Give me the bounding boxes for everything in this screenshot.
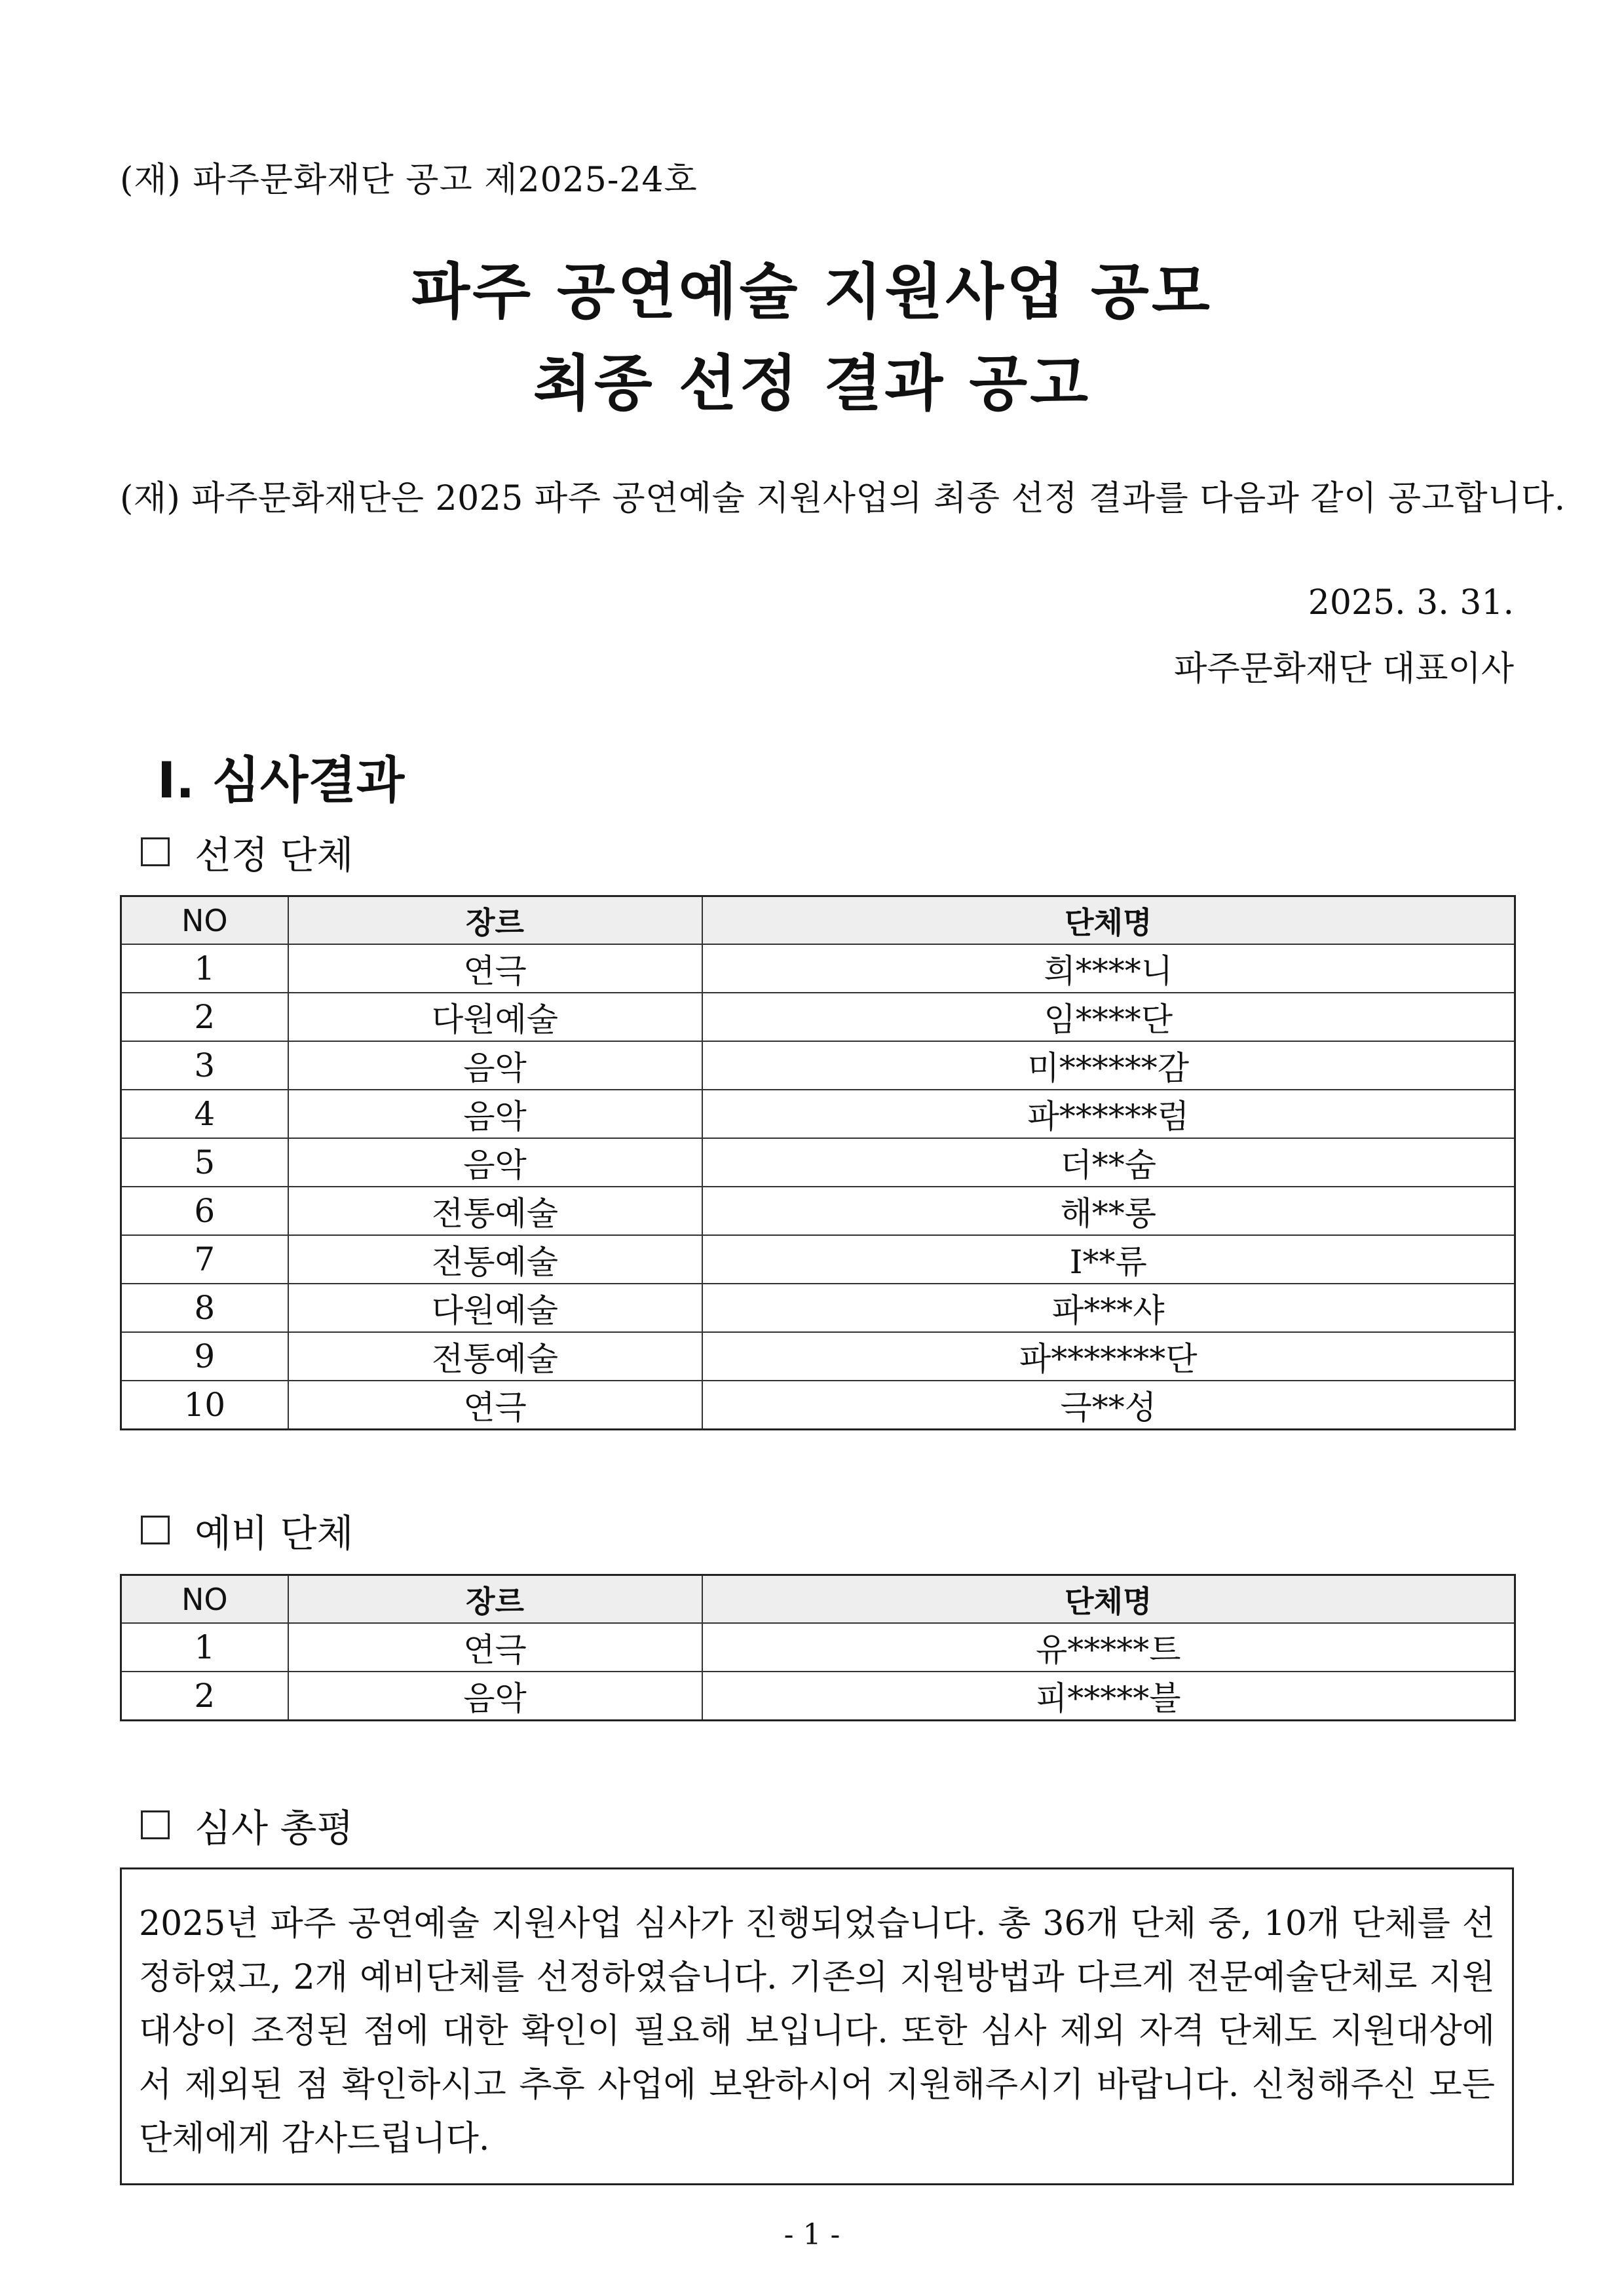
cell-no: 9 <box>121 1332 288 1381</box>
cell-genre: 연극 <box>288 1623 702 1672</box>
cell-genre: 음악 <box>288 1672 702 1721</box>
table-row <box>121 1332 1515 1381</box>
cell-genre: 연극 <box>288 944 702 993</box>
reserve-groups-heading-label: 예비 단체 <box>195 1511 354 1556</box>
checkbox-square-icon <box>141 1516 170 1544</box>
cell-genre: 전통예술 <box>288 1187 702 1235</box>
table-row <box>121 1381 1515 1430</box>
cell-no: 8 <box>121 1284 288 1332</box>
section-heading: Ⅰ. 심사결과 <box>157 751 405 809</box>
review-summary-text: 2025년 파주 공연예술 지원사업 심사가 진행되었습니다. 총 36개 단체 중, 10개 단체를 선정하였고, 2개 예비단체를 선정하였습니다. 기존의 지원방법과 다르게 전문예술단체로 지원대상이 조정된 점에 대한 확인이 필요해 보입니다. 또한 심사 제외 자격 단체도 지원대상에서 제외된 점 확인하시고 추후 사업에 보완하시어 지원해주시기 바랍니다. 신청해주신 모든 단체에게 감사드립니다. <box>139 1904 1495 2158</box>
cell-group-name: 파***샤 <box>702 1284 1515 1332</box>
cell-genre: 음악 <box>288 1090 702 1138</box>
selected-groups-table <box>120 895 1516 1430</box>
cell-no: 4 <box>121 1090 288 1138</box>
cell-genre: 다원예술 <box>288 1284 702 1332</box>
cell-group-name: 유*****트 <box>702 1623 1515 1672</box>
column-header-no: NO <box>121 896 288 945</box>
cell-no: 5 <box>121 1138 288 1187</box>
cell-genre: 연극 <box>288 1381 702 1430</box>
cell-group-name: 해**롱 <box>702 1187 1515 1235</box>
cell-no: 7 <box>121 1235 288 1284</box>
table-row <box>121 1672 1515 1721</box>
cell-no: 2 <box>121 993 288 1041</box>
review-heading <box>141 1797 354 1852</box>
table-header-row <box>121 1575 1515 1624</box>
selected-groups-heading <box>141 824 354 879</box>
cell-genre: 음악 <box>288 1138 702 1187</box>
signer: 파주문화재단 대표이사 <box>1174 649 1514 689</box>
table-header-row <box>121 896 1515 945</box>
cell-no: 1 <box>121 1623 288 1672</box>
cell-group-name: I**류 <box>702 1235 1515 1284</box>
cell-genre: 다원예술 <box>288 993 702 1041</box>
column-header-group-name: 단체명 <box>702 896 1515 945</box>
cell-no: 2 <box>121 1672 288 1721</box>
cell-group-name: 파******럼 <box>702 1090 1515 1138</box>
checkbox-square-icon <box>141 1810 170 1839</box>
table-row <box>121 1138 1515 1187</box>
table-row <box>121 1235 1515 1284</box>
review-heading-label: 심사 총평 <box>195 1806 354 1850</box>
cell-no: 1 <box>121 944 288 993</box>
cell-genre: 전통예술 <box>288 1332 702 1381</box>
intro-paragraph: (재) 파주문화재단은 2025 파주 공연예술 지원사업의 최종 선정 결과를 다음과 같이 공고합니다. <box>120 479 1566 518</box>
cell-group-name: 희****니 <box>702 944 1515 993</box>
cell-no: 10 <box>121 1381 288 1430</box>
page-number: - 1 - <box>784 2218 840 2251</box>
column-header-group-name: 단체명 <box>702 1575 1515 1624</box>
announcement-date: 2025. 3. 31. <box>1308 583 1514 622</box>
reserve-groups-table <box>120 1574 1516 1721</box>
table-row <box>121 944 1515 993</box>
review-summary-box <box>120 1867 1514 2185</box>
table-row <box>121 1187 1515 1235</box>
cell-genre: 전통예술 <box>288 1235 702 1284</box>
reserve-groups-heading <box>141 1502 354 1558</box>
cell-no: 3 <box>121 1041 288 1090</box>
table-row <box>121 993 1515 1041</box>
column-header-genre: 장르 <box>288 1575 702 1624</box>
cell-no: 6 <box>121 1187 288 1235</box>
document-title-line-1: 파주 공연예술 지원사업 공모 <box>411 257 1213 327</box>
table-row <box>121 1041 1515 1090</box>
column-header-no: NO <box>121 1575 288 1624</box>
cell-group-name: 파*******단 <box>702 1332 1515 1381</box>
selected-groups-heading-label: 선정 단체 <box>195 833 354 877</box>
table-row <box>121 1623 1515 1672</box>
notice-number: (재) 파주문화재단 공고 제2025-24호 <box>120 161 698 200</box>
table-row <box>121 1090 1515 1138</box>
table-row <box>121 1284 1515 1332</box>
column-header-genre: 장르 <box>288 896 702 945</box>
cell-group-name: 피*****블 <box>702 1672 1515 1721</box>
cell-group-name: 더**숨 <box>702 1138 1515 1187</box>
document-title-line-2: 최종 선정 결과 공고 <box>533 349 1091 419</box>
cell-group-name: 임****단 <box>702 993 1515 1041</box>
cell-group-name: 극**성 <box>702 1381 1515 1430</box>
checkbox-square-icon <box>141 837 170 866</box>
cell-genre: 음악 <box>288 1041 702 1090</box>
cell-group-name: 미******감 <box>702 1041 1515 1090</box>
